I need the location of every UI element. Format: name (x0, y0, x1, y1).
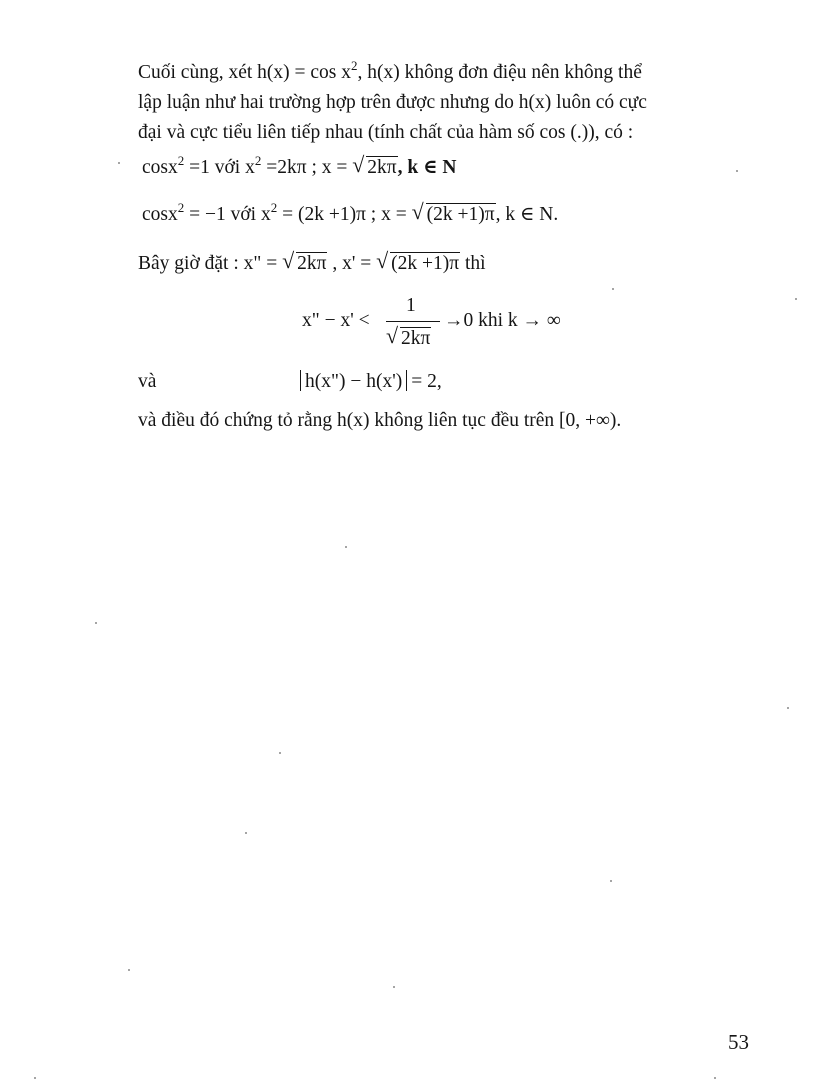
sqrt-sign-icon: √ (282, 248, 295, 273)
eq4-denominator: 2kπ (401, 328, 431, 349)
eq3-radicand-2: (2k +1)π (391, 253, 460, 274)
eq1-lhs: cosx (142, 157, 178, 178)
eq2-rhs: = (2k +1)π ; x = (282, 204, 407, 225)
scan-speck (787, 707, 789, 709)
scan-speck (714, 1077, 716, 1079)
eq3-sqrt-1 (282, 248, 327, 276)
intro-paragraph (138, 58, 756, 148)
eq2-sup: 2 (177, 200, 185, 215)
eq1-tail: , k ∈ N (397, 157, 457, 178)
eq5-label: và (138, 371, 157, 392)
scan-speck (393, 986, 395, 988)
eq4-rhs: →0 khi k → ∞ (444, 310, 561, 331)
sqrt-sign-icon: √ (411, 199, 424, 224)
scan-speck (34, 1077, 36, 1079)
eq5-expr: h(x") − h(x') (305, 371, 403, 392)
scan-speck (95, 622, 97, 624)
eq1-rhs: =2kπ ; x = (266, 157, 348, 178)
eq4-fraction-bar (386, 321, 440, 322)
page-number: 53 (728, 1030, 749, 1054)
abs-bar-right (406, 370, 407, 391)
line1-superscript: 2 (351, 58, 358, 73)
eq1-sup: 2 (177, 153, 185, 168)
eq1-mid: =1 với x (189, 157, 255, 178)
eq3-tail: thì (460, 253, 486, 274)
eq5-rhs: = 2, (411, 371, 442, 392)
scan-speck (736, 170, 738, 172)
equation-1 (142, 152, 457, 180)
conclusion-line: và điều đó chứng tỏ rằng h(x) không liên tục đều trên [0, +∞). (138, 410, 622, 431)
sqrt-sign-icon: √ (386, 323, 399, 348)
eq2-sqrt (411, 199, 496, 227)
eq2-mid: = −1 với x (189, 204, 271, 225)
eq4-numerator: 1 (406, 295, 416, 316)
eq3-mid: , x' = (332, 253, 372, 274)
eq1-radicand: 2kπ (367, 157, 397, 178)
scan-speck (345, 546, 347, 548)
eq3-lead: Bây giờ đặt : x" = (138, 253, 283, 274)
line1-text-b: , h(x) không đơn điệu nên không thể (357, 62, 642, 83)
eq4-denominator-sqrt (386, 323, 431, 351)
sqrt-sign-icon: √ (352, 152, 365, 177)
eq4-lhs: x" − x' < (302, 310, 370, 331)
equation-2 (142, 199, 559, 227)
paragraph-line-2: lập luận như hai trường hợp trên được nhưng do h(x) luôn có cực (138, 92, 647, 113)
equation-3 (138, 248, 486, 276)
eq1-sqrt (352, 152, 397, 180)
scan-speck (128, 969, 130, 971)
scan-speck (245, 832, 247, 834)
eq2-lhs: cosx (142, 204, 178, 225)
paragraph-line-1 (138, 58, 756, 88)
sqrt-sign-icon: √ (376, 248, 389, 273)
paragraph-line-3: đại và cực tiểu liên tiếp nhau (tính chất của hàm số cos (.)), có : (138, 122, 634, 143)
line1-text-a: Cuối cùng, xét h(x) = cos x (138, 62, 352, 83)
eq3-radicand-1: 2kπ (297, 253, 327, 274)
equation-5 (296, 370, 442, 394)
eq2-radicand: (2k +1)π (426, 204, 495, 225)
eq3-sqrt-2 (376, 248, 460, 276)
abs-bar-left (300, 370, 301, 391)
eq2-tail: , k ∈ N. (495, 204, 559, 225)
scan-speck (795, 298, 797, 300)
eq2-sup2: 2 (270, 200, 278, 215)
scan-speck (279, 752, 281, 754)
eq1-sup2: 2 (254, 153, 262, 168)
scan-speck (612, 288, 614, 290)
scan-speck (610, 880, 612, 882)
scan-speck (118, 162, 120, 164)
